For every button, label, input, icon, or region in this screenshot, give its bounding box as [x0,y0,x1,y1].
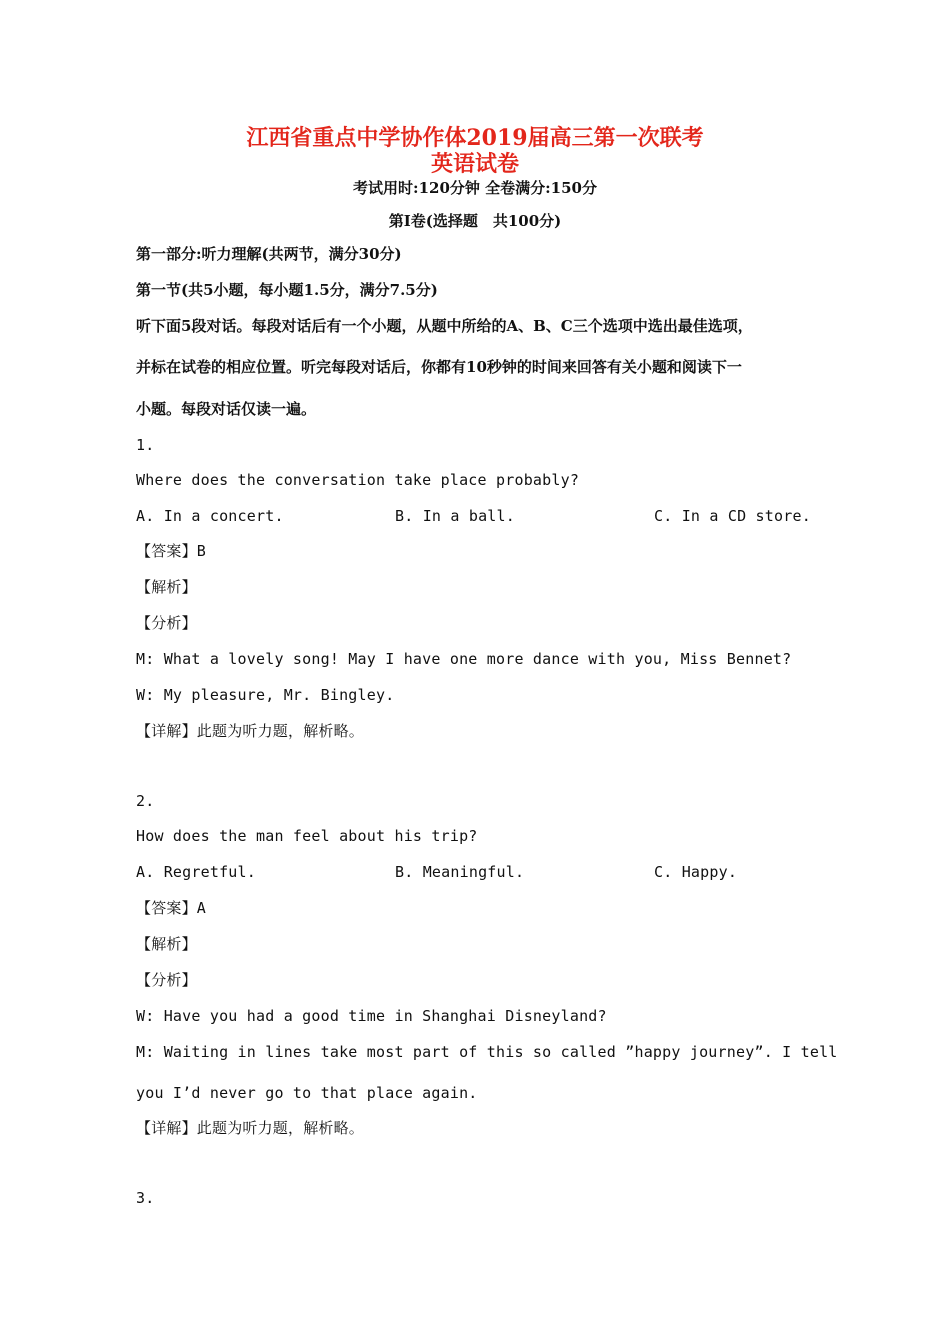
exam-info: 考试用时:120分钟 全卷满分:150分 [353,179,597,197]
question-number: 1. [136,436,155,454]
document-subtitle: 英语试卷 [430,151,519,177]
question-number: 2. [136,792,155,810]
section-heading: 第一节(共5小题，每小题1.5分，满分7.5分) [136,281,438,299]
option-b: B. Meaningful. [395,863,525,881]
dialogue-line: M: Waiting in lines take most part of this so called ”happy journey”. I tell [136,1043,838,1061]
question-stem: Where does the conversation take place probably? [136,471,580,489]
dialogue-line: M: What a lovely song! May I have one more dance with you, Miss Bennet? [136,650,792,668]
instruction-line: 并标在试卷的相应位置。听完每段对话后，你都有10秒钟的时间来回答有关小题和阅读下一 [136,358,742,376]
breakdown-label: 【分析】 [136,614,197,632]
analysis-label: 【解析】 [136,578,197,596]
option-a: A. Regretful. [136,863,256,881]
dialogue-line: you I’d never go to that place again. [136,1084,478,1102]
part-heading: 第一部分:听力理解(共两节，满分30分) [136,245,402,263]
answer-label: 【答案】A [136,899,207,917]
option-b: B. In a ball. [395,507,515,525]
option-c: C. Happy. [654,863,738,881]
detail-label: 【详解】此题为听力题，解析略。 [136,1119,365,1137]
instruction-line: 听下面5段对话。每段对话后有一个小题，从题中所给的A、B、C三个选项中选出最佳选项， [136,317,753,335]
breakdown-label: 【分析】 [136,971,197,989]
dialogue-line: W: Have you had a good time in Shanghai Disneyland? [136,1007,607,1025]
question-stem: How does the man feel about his trip? [136,827,478,845]
instruction-line: 小题。每段对话仅读一遍。 [136,400,317,418]
document-title: 江西省重点中学协作体2019届高三第一次联考 [246,125,704,151]
analysis-label: 【解析】 [136,935,197,953]
option-c: C. In a CD store. [654,507,811,525]
answer-label: 【答案】B [136,542,207,560]
volume-heading: 第Ⅰ卷(选择题 共100分) [388,212,562,230]
option-a: A. In a concert. [136,507,284,525]
detail-label: 【详解】此题为听力题，解析略。 [136,722,365,740]
dialogue-line: W: My pleasure, Mr. Bingley. [136,686,395,704]
question-number: 3. [136,1189,155,1207]
